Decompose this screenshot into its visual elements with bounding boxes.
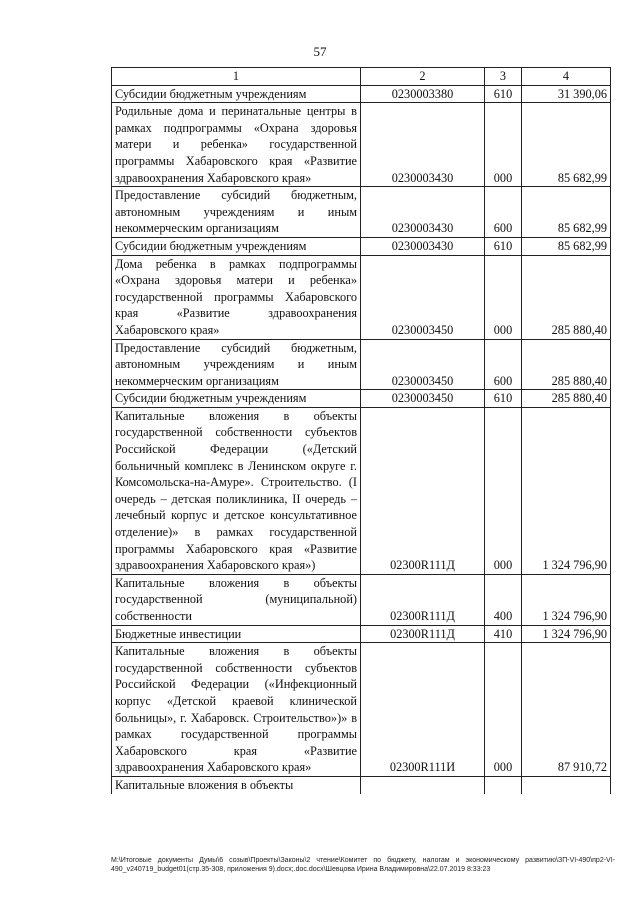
row-expense-type: 600	[485, 339, 522, 390]
row-expense-type: 000	[485, 407, 522, 574]
row-expense-type: 610	[485, 390, 522, 408]
row-target-code: 0230003430	[361, 103, 485, 187]
row-description: Капитальные вложения в объекты	[112, 776, 361, 793]
page-number: 57	[313, 44, 327, 59]
row-amount: 285 880,40	[522, 390, 611, 408]
table-header-row	[112, 68, 611, 86]
table-row	[112, 574, 611, 625]
row-amount: 31 390,06	[522, 85, 611, 103]
table-row	[112, 407, 611, 574]
row-description: Родильные дома и перинатальные центры в рамках подпрограммы «Охрана здоровья матери и ребенка» государственной программы Хабаровского края «Развитие здравоохранения Хабаровского края»	[112, 103, 361, 187]
row-amount: 285 880,40	[522, 255, 611, 339]
row-target-code: 0230003450	[361, 255, 485, 339]
row-description: Капитальные вложения в объекты государственной собственности субъектов Российской Федерации («Инфекционный корпус «Детской краевой клинической больницы», г. Хабаровск. Строительство»)» в рамках государственной программы Хабаровского края «Развитие здравоохранения Хабаровского края»	[112, 643, 361, 777]
row-amount: 85 682,99	[522, 237, 611, 255]
row-description: Капитальные вложения в объекты государственной (муниципальной) собственности	[112, 574, 361, 625]
row-target-code: 0230003380	[361, 85, 485, 103]
table-row	[112, 339, 611, 390]
row-amount: 285 880,40	[522, 339, 611, 390]
row-target-code: 0230003430	[361, 187, 485, 238]
table-row	[112, 255, 611, 339]
row-description: Субсидии бюджетным учреждениям	[112, 85, 361, 103]
table-row	[112, 103, 611, 187]
row-amount: 1 324 796,90	[522, 407, 611, 574]
header-col-1: 1	[112, 68, 361, 86]
table-row	[112, 187, 611, 238]
row-expense-type: 400	[485, 574, 522, 625]
row-target-code: 02300R111Д	[361, 625, 485, 643]
row-expense-type: 000	[485, 643, 522, 777]
row-expense-type	[485, 776, 522, 793]
row-description: Капитальные вложения в объекты государственной собственности субъектов Российской Федерации («Детский больничный комплекс в Ленинском округе г. Комсомольска-на-Амуре». Строительство. (I очередь – детская поликлиника, II очередь – лечебный корпус и детское консультативное отделение)» в рамках государственной программы Хабаровского края «Развитие здравоохранения Хабаровского края»)	[112, 407, 361, 574]
row-target-code: 02300R111Д	[361, 574, 485, 625]
row-expense-type: 610	[485, 85, 522, 103]
row-amount: 85 682,99	[522, 103, 611, 187]
table-row	[112, 390, 611, 408]
table-row	[112, 643, 611, 777]
row-amount: 85 682,99	[522, 187, 611, 238]
row-target-code: 0230003450	[361, 390, 485, 408]
table-row	[112, 625, 611, 643]
row-target-code	[361, 776, 485, 793]
row-target-code: 0230003450	[361, 339, 485, 390]
row-amount: 1 324 796,90	[522, 574, 611, 625]
header-col-4: 4	[522, 68, 611, 86]
budget-table	[111, 67, 611, 794]
row-description: Бюджетные инвестиции	[112, 625, 361, 643]
row-description: Субсидии бюджетным учреждениям	[112, 390, 361, 408]
row-description: Дома ребенка в рамках подпрограммы «Охрана здоровья матери и ребенка» государственной программы Хабаровского края «Развитие здравоохранения Хабаровского края»	[112, 255, 361, 339]
row-description: Предоставление субсидий бюджетным, автономным учреждениям и иным некоммерческим организациям	[112, 339, 361, 390]
row-target-code: 02300R111И	[361, 643, 485, 777]
row-expense-type: 000	[485, 103, 522, 187]
row-amount	[522, 776, 611, 793]
header-col-2: 2	[361, 68, 485, 86]
row-description: Субсидии бюджетным учреждениям	[112, 237, 361, 255]
table-row	[112, 776, 611, 793]
row-expense-type: 610	[485, 237, 522, 255]
table-row	[112, 237, 611, 255]
row-expense-type: 000	[485, 255, 522, 339]
row-amount: 87 910,72	[522, 643, 611, 777]
row-amount: 1 324 796,90	[522, 625, 611, 643]
row-expense-type: 410	[485, 625, 522, 643]
document-path-footer: M:\Итоговые документы Думы\6 созыв\Проекты\Законы\2 чтение\Комитет по бюджету, налогам и экономическому развитию\ЗП-VI-490\пр2-VI-490_v240719_budget01(стр.35-308, приложения 9).docx;.doc.docx\Шевцова Ирина Владимировна\22.07.2019 8:33:23	[111, 857, 615, 873]
row-description: Предоставление субсидий бюджетным, автономным учреждениям и иным некоммерческим организациям	[112, 187, 361, 238]
table-row	[112, 85, 611, 103]
row-target-code: 02300R111Д	[361, 407, 485, 574]
row-expense-type: 600	[485, 187, 522, 238]
row-target-code: 0230003430	[361, 237, 485, 255]
header-col-3: 3	[485, 68, 522, 86]
